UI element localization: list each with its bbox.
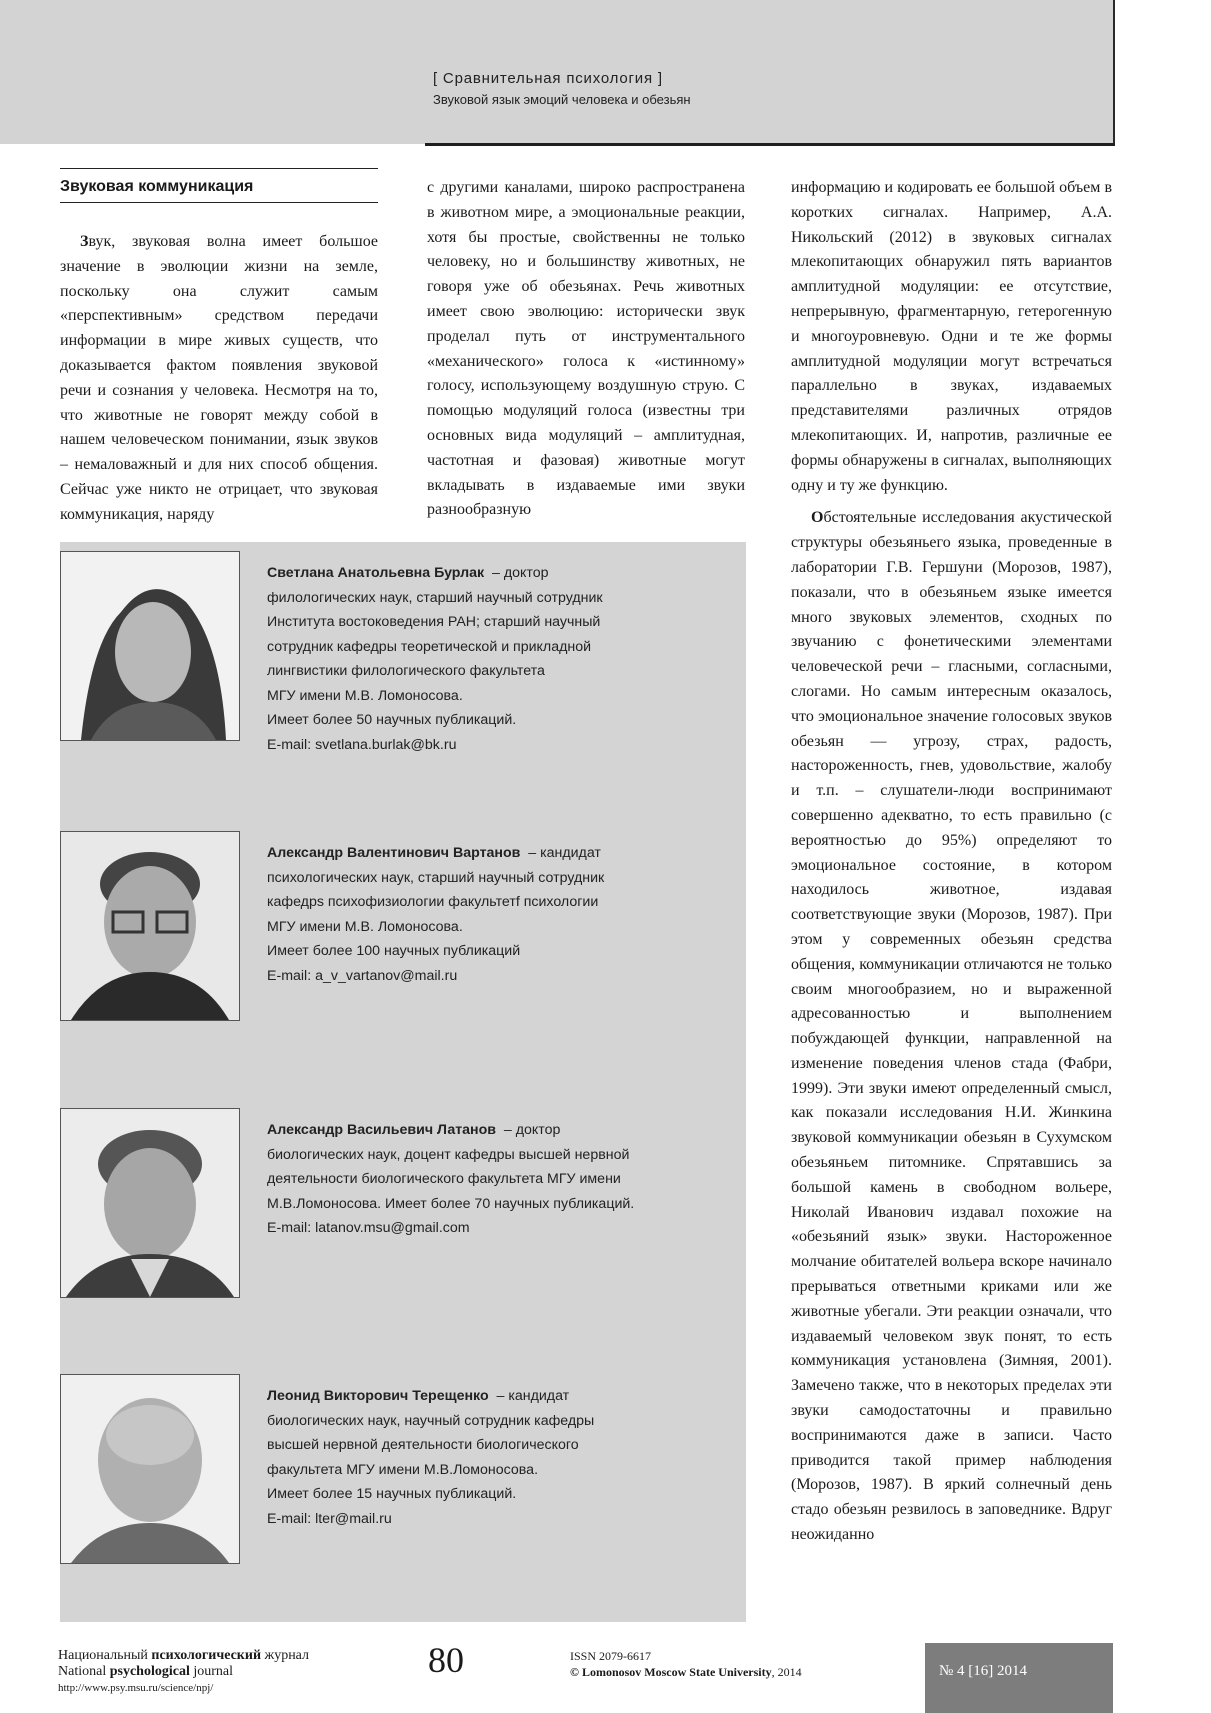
- author-name: Леонид Викторович Терещенко: [267, 1388, 489, 1404]
- bio-line: лингвистики филологического факультета: [267, 663, 545, 679]
- author-email[interactable]: E-mail: latanov.msu@gmail.com: [267, 1220, 470, 1236]
- page-number: 80: [428, 1640, 464, 1680]
- issue-badge: [925, 1643, 1113, 1713]
- initial-letter: О: [811, 509, 824, 527]
- paragraph: информацию и кодировать ее большой объем в коротких сигналах. Например, А.А. Никольский (2012) в звуковых сигналах млекопитающих обнаружил пять вариантов амплитудной модуляции: ее отсутствие, непрерывную, фрагментарную, гетерогенную и многоуровневую. Одни и те же формы амплитудной модуляции могут встречаться параллельно в звуках, издаваемых представителями различных отрядов млекопитающих. И, напротив, различные ее формы обнаружены в сигналах, выполняющих одну и ту же функцию.: [791, 179, 1112, 494]
- author-bio: [267, 1384, 737, 1531]
- bio-line: – доктор: [503, 1122, 561, 1138]
- bio-line: факультета МГУ имени М.В.Ломоносова.: [267, 1461, 539, 1478]
- journal-title-ru: [58, 1648, 309, 1664]
- journal-text: журнал: [261, 1648, 310, 1663]
- bio-line: Института востоковедения РАН; старший научный: [267, 614, 601, 630]
- bio-line: биологических наук, доцент кафедры высшей нервной: [267, 1146, 630, 1163]
- author-name: Александр Васильевич Латанов: [267, 1122, 497, 1138]
- paragraph-text: вук, звуковая волна имеет большое значение в эволюции жизни на земле, поскольку она служит самым «перспективным» средством передачи информации в мире живых существ, что доказывается фактом появления звуковой речи и сознания у человека. Несмотря на то, что животные не говорят между собой в нашем человеческом понимании, язык звуков – немаловажный и для них способ общения. Сейчас уже никто не отрицает, что звуковая коммуникация, наряду: [60, 233, 378, 523]
- bio-line: психологических наук, старший научный сотрудник: [267, 869, 605, 886]
- issn: ISSN 2079-6617: [570, 1649, 652, 1663]
- paragraph: [791, 506, 1112, 1547]
- author-bio: [267, 561, 737, 757]
- bio-line: филологических наук, старший научный сотрудник: [267, 589, 603, 606]
- paragraph: [60, 230, 378, 528]
- journal-text: Национальный: [58, 1648, 152, 1663]
- author-name: Александр Валентинович Вартанов: [267, 845, 521, 861]
- author-photo: [60, 1374, 240, 1564]
- author-photo: [60, 551, 240, 741]
- author-name: Светлана Анатольевна Бурлак: [267, 565, 485, 581]
- bio-line: – доктор: [492, 565, 549, 581]
- issue-number: № 4 [16] 2014: [939, 1663, 1028, 1679]
- bio-line: – кандидат: [528, 845, 601, 861]
- footer-journal: [58, 1648, 309, 1696]
- bio-line: Имеет более 50 научных публикаций.: [267, 712, 517, 728]
- author-email[interactable]: E-mail: svetlana.burlak@bk.ru: [267, 736, 457, 753]
- text-column-1: [60, 230, 378, 528]
- bio-line: высшей нервной деятельности биологического: [267, 1437, 579, 1453]
- text-column-3: [791, 176, 1112, 1548]
- bio-line: деятельности биологического факультета МГУ имени: [267, 1171, 621, 1187]
- paragraph-text: бстоятельные исследования акустической структуры обезьяньего языка, проведенные в лаборатории Г.В. Гершуни (Морозов, 1987), показали, что в обезьяньем языке имеется много звуковых элементов, сходных по звучанию с фонетическими элементами человеческой речи – гласными, согласными, слогами. Но самым интересным оказалось, что эмоциональное значение голосовых звуков обезьян — угрозу, страх, радость, настороженность, гнев, удовольствие, жалобу и т.п. – слушатели-люди воспринимают совершенно адекватно, то есть правильно (с вероятностью до 95%) определяют то эмоциональное состояние, в котором находилось животное, издавая соответствующие звуки (Морозов, 1987). При этом у современных обезьян средства общения, коммуникации отличаются не только своим многообразием, но и выраженной адресованностью и выполнением побуждающей функции, направленной на изменение поведения членов стада (Фабри, 1999). Эти звуки имеют определенный смысл, как показали исследования Н.И. Жинкина звуковой коммуникации обезьян в Сухумском обезьяньем питомнике. Спрятавшись за большой камень в свободном вольере, Николай Иванович издавал похожие на «обезьяний язык» звуки. Настороженное молчание обитателей вольера вскоре начинало прерываться ответными криками или же животные убегали. Эти реакции означали, что издаваемый человеком звук понят, то есть коммуникация установлена (Зимняя, 2001). Замечено также, что в некоторых пределах эти звуки самодостаточны и правильно воспринимаются даже в записи. Часто приводится такой пример наблюдения (Морозов, 1987). В яркий солнечный день стадо обезьян резвилось в заповеднике. Вдруг неожиданно: [791, 509, 1112, 1544]
- author-email[interactable]: E-mail: a_v_vartanov@mail.ru: [267, 967, 458, 984]
- copyright: [570, 1664, 802, 1680]
- bio-line: Имеет более 15 научных публикаций.: [267, 1486, 517, 1502]
- paragraph: с другими каналами, широко распространена в животном мире, а эмоциональные реакции, хотя бы простые, свойственны не только человеку, но и большинству животных, не говоря уже об обезьянах. Речь животных имеет свою эволюцию: исторически звук проделал путь от инструментального «механического» голоса к «истинному» голосу, использующему воздушную струю. С помощью модуляций голоса (известны три основных вида модуляций – амплитудная, частотная и фазовая) животные могут вкладывать в издаваемые ими звуки разнообразную: [427, 179, 745, 519]
- article-subtitle: Звуковой язык эмоций человека и обезьян: [433, 92, 691, 107]
- author-photo: [60, 831, 240, 1021]
- bio-line: сотрудник кафедры теоретической и прикладной: [267, 638, 592, 655]
- bio-line: М.В.Ломоносова. Имеет более 70 научных публикаций.: [267, 1195, 635, 1212]
- authors-panel: [60, 542, 746, 1622]
- bio-line: биологических наук, научный сотрудник кафедры: [267, 1412, 595, 1429]
- copyright-holder: © Lomonosov Moscow State University: [570, 1665, 772, 1679]
- journal-title-en: [58, 1664, 309, 1680]
- journal-url[interactable]: http://www.psy.msu.ru/science/npj/: [58, 1682, 214, 1694]
- author-bio: [267, 1118, 737, 1241]
- journal-text: journal: [189, 1664, 233, 1679]
- bio-line: – кандидат: [496, 1388, 570, 1404]
- footer-copyright: [570, 1648, 802, 1680]
- journal-text: National: [58, 1664, 110, 1679]
- bio-line: МГУ имени М.В. Ломоносова.: [267, 687, 463, 704]
- rubric: [ Сравнительная психология ]: [433, 70, 663, 87]
- initial-letter: З: [80, 233, 89, 250]
- journal-text-bold: психологический: [151, 1648, 262, 1663]
- text-column-2: [427, 176, 745, 523]
- author-bio: [267, 841, 737, 988]
- journal-text-bold: psychological: [109, 1664, 190, 1679]
- author-email[interactable]: E-mail: lter@mail.ru: [267, 1510, 392, 1527]
- page-header: [0, 0, 1115, 144]
- author-photo: [60, 1108, 240, 1298]
- bio-line: кафедрs психофизиологии факультетf психологии: [267, 894, 599, 910]
- header-rule: [425, 143, 1115, 146]
- bio-line: МГУ имени М.В. Ломоносова.: [267, 918, 463, 935]
- bio-line: Имеет более 100 научных публикаций: [267, 943, 521, 959]
- section-heading: Звуковая коммуникация: [60, 168, 378, 203]
- copyright-year: , 2014: [771, 1665, 802, 1679]
